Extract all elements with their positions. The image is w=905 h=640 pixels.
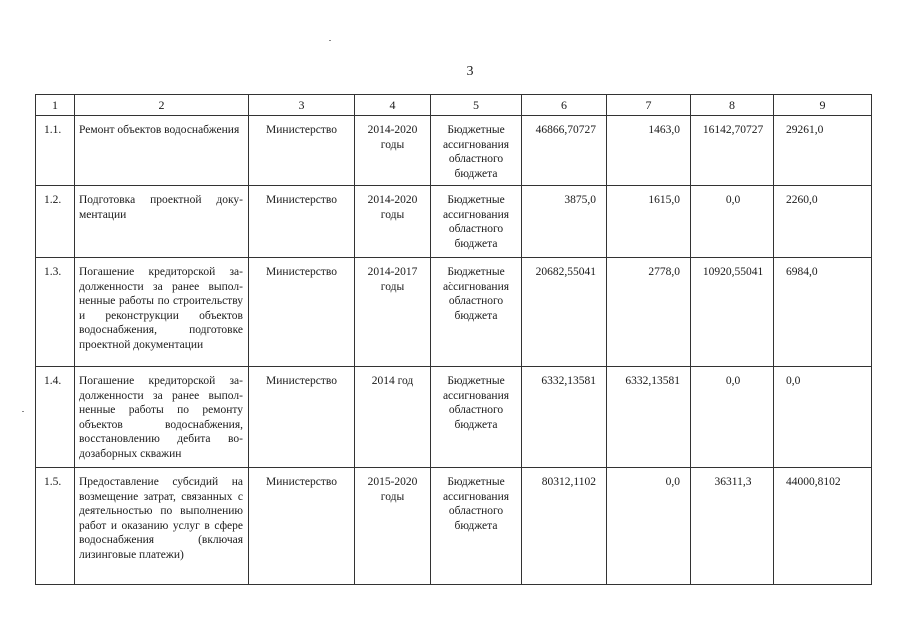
funding-source: Бюджетные ассигнования областного бюджета — [442, 375, 510, 431]
item-number: 1.4. — [44, 375, 62, 387]
value-col9: 6984,0 — [786, 266, 818, 278]
executor: Министерство — [266, 266, 337, 278]
scan-speck — [22, 411, 24, 412]
value-col8: 36311,3 — [714, 476, 752, 488]
period: 2014-2020 годы — [367, 194, 418, 221]
funding-source: Бюджетные ассигнования областного бюджета — [442, 476, 510, 532]
activity-name: Предоставление субсидий на возмещение затрат, связанных с деятельностью по выполнению работ и оказанию услуг в сфере водоснабжения (включая лизинговые платежи) — [79, 476, 243, 561]
item-number: 1.5. — [44, 476, 62, 488]
table-row — [36, 258, 872, 367]
item-number: 1.1. — [44, 124, 62, 136]
table-row — [36, 468, 872, 585]
value-col8: 10920,55041 — [702, 266, 764, 278]
value-col6: 46866,70727 — [535, 124, 596, 136]
period: 2015-2020 годы — [367, 476, 418, 503]
funding-source: Бюджетные ассигнования областного бюджета — [442, 124, 510, 180]
program-activities-table — [35, 94, 872, 585]
executor: Министерство — [266, 124, 337, 136]
funding-source: Бюджетные ассигнования областного бюджета — [442, 266, 510, 322]
period: 2014-2017 годы — [367, 266, 418, 293]
table-row — [36, 186, 872, 258]
value-col6: 3875,0 — [564, 194, 596, 206]
value-col7: 2778,0 — [648, 266, 680, 278]
value-col9: 29261,0 — [786, 124, 824, 136]
column-header: 2 — [75, 95, 249, 116]
item-number: 1.2. — [44, 194, 62, 206]
value-col6: 6332,13581 — [541, 375, 596, 387]
column-header: 8 — [691, 95, 774, 116]
executor: Министерство — [266, 375, 337, 387]
table-row — [36, 367, 872, 468]
value-col7: 1463,0 — [648, 124, 680, 136]
value-col7: 0,0 — [665, 476, 680, 488]
period: 2014-2020 годы — [367, 124, 418, 151]
value-col6: 20682,55041 — [535, 266, 596, 278]
executor: Министерство — [266, 194, 337, 206]
page-number: 3 — [466, 64, 474, 79]
column-header: 3 — [249, 95, 355, 116]
item-number: 1.3. — [44, 266, 62, 278]
column-header: 6 — [522, 95, 607, 116]
value-col9: 2260,0 — [786, 194, 818, 206]
activity-name: Ремонт объектов водоснабжения — [79, 124, 240, 136]
header-row — [36, 95, 872, 116]
value-col7: 6332,13581 — [625, 375, 680, 387]
column-header: 1 — [36, 95, 75, 116]
value-col8: 16142,70727 — [702, 124, 764, 136]
scan-speck — [329, 40, 331, 41]
value-col7: 1615,0 — [648, 194, 680, 206]
value-col9: 0,0 — [786, 375, 801, 387]
column-header: 4 — [355, 95, 431, 116]
column-header: 9 — [774, 95, 872, 116]
executor: Министерство — [266, 476, 337, 488]
table-row — [36, 116, 872, 186]
funding-source: Бюджетные ассигнования областного бюджета — [442, 194, 510, 250]
period: 2014 год — [371, 375, 414, 387]
value-col8: 0,0 — [725, 194, 741, 206]
value-col6: 80312,1102 — [541, 476, 596, 488]
column-header: 7 — [607, 95, 691, 116]
value-col8: 0,0 — [725, 375, 741, 387]
activity-name: Подготовка проектной документации — [79, 194, 243, 221]
activity-name: Погашение кредиторской задолженности за ранее выполненные работы по ремонту объектов водоснабжения, восстановлению дебита водозаборных скважин — [79, 375, 243, 460]
activity-name: Погашение кредиторской задолженности за ранее выполненные работы по строительству и реконструкции объектов водоснабжения, подготовке проектной документации — [79, 266, 243, 351]
value-col9: 44000,8102 — [786, 476, 841, 488]
column-header: 5 — [431, 95, 522, 116]
